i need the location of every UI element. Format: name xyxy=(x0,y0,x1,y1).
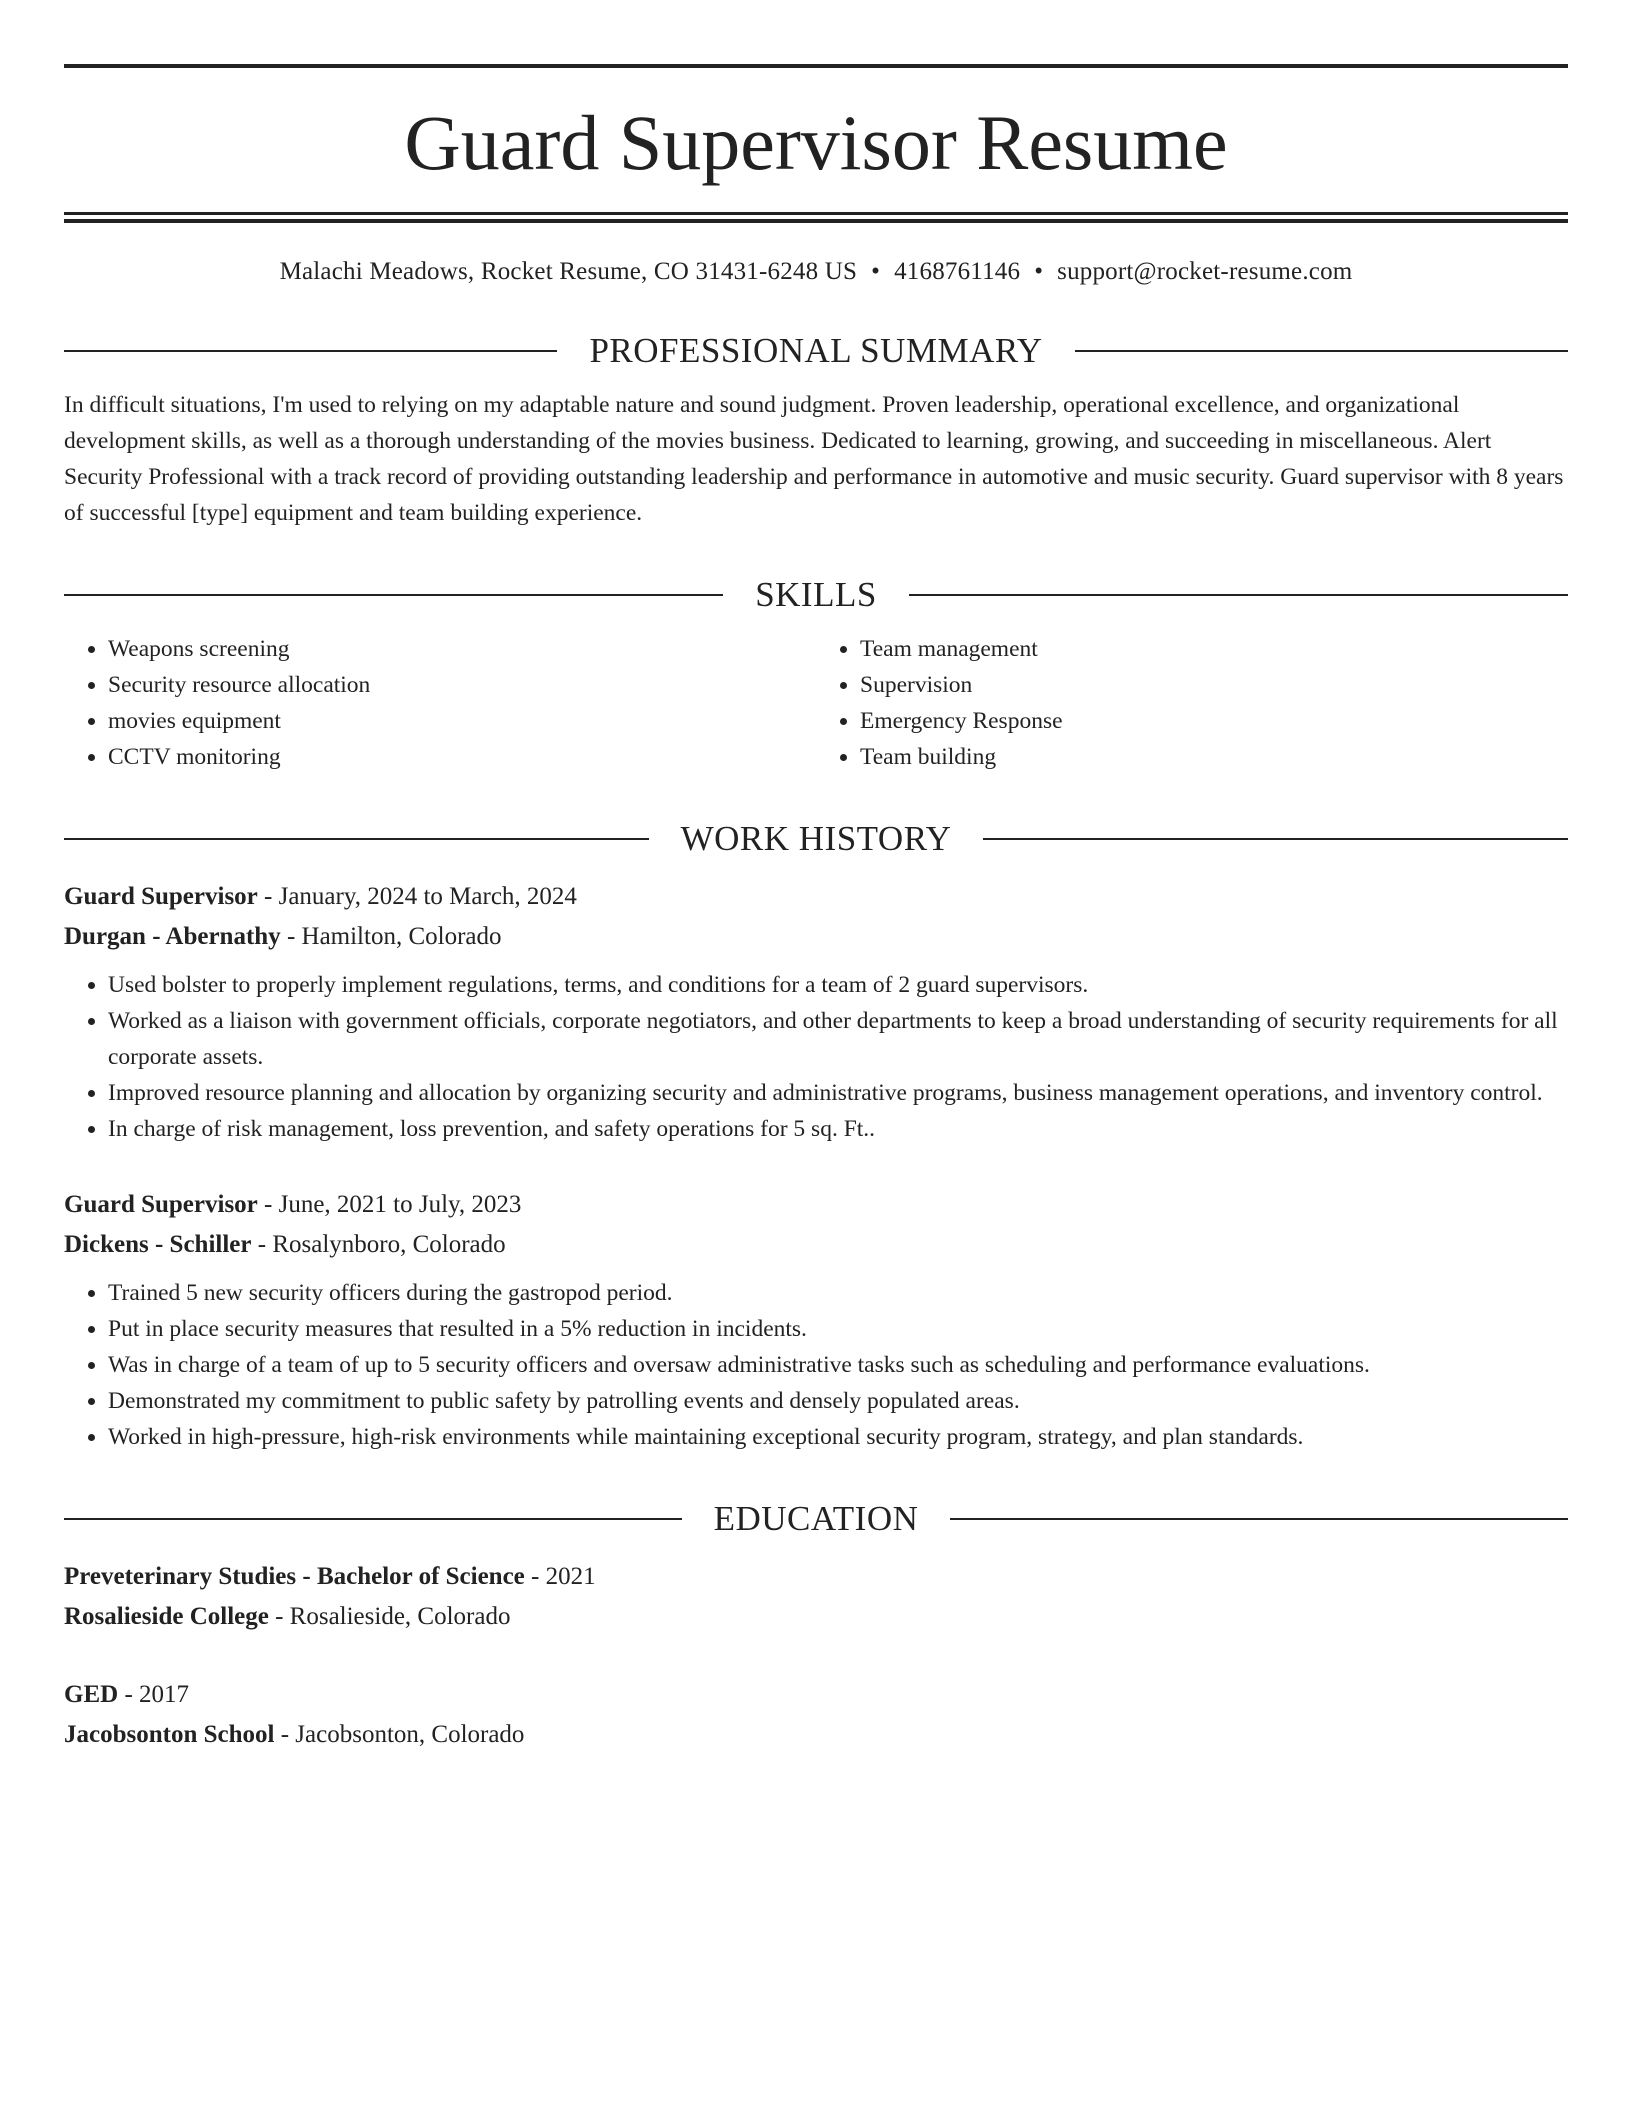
resume-title: Guard Supervisor Resume xyxy=(404,99,1228,186)
skill-item: • Weapons screening xyxy=(108,631,816,667)
skills-column-right xyxy=(816,631,1568,775)
education-location: - Jacobsonton, Colorado xyxy=(274,1721,525,1748)
education-school: Jacobsonton School xyxy=(64,1721,275,1748)
education-school-line xyxy=(64,1715,1568,1755)
education-degree: GED xyxy=(64,1681,119,1708)
job-location: - Hamilton, Colorado xyxy=(280,923,502,950)
skill-item: • Emergency Response xyxy=(860,703,1568,739)
job-bullet: • Demonstrated my commitment to public safety by patrolling events and densely populated areas. xyxy=(108,1383,1568,1419)
skill-item: • movies equipment xyxy=(108,703,816,739)
job-employer-line xyxy=(64,917,1568,957)
heading-rule-right xyxy=(950,1518,1568,1520)
education-section-heading xyxy=(64,1499,1568,1539)
job-employer: Durgan - Abernathy xyxy=(64,923,281,950)
skill-item: • Supervision xyxy=(860,667,1568,703)
job-bullet: • Put in place security measures that resulted in a 5% reduction in incidents. xyxy=(108,1311,1568,1347)
education-year: - 2021 xyxy=(524,1563,596,1590)
job-bullet: • Improved resource planning and allocation by organizing security and administrative programs, business management operations, and inventory control. xyxy=(108,1075,1568,1111)
contact-email: support@rocket-resume.com xyxy=(1057,258,1353,285)
education-entry xyxy=(64,1557,1568,1637)
job-title-line xyxy=(64,1185,1568,1225)
heading-rule-right xyxy=(909,594,1568,596)
job-bullets xyxy=(64,1275,1568,1455)
job-bullet: • Used bolster to properly implement regulations, terms, and conditions for a team of 2 guard supervisors. xyxy=(108,967,1568,1003)
summary-heading-label: PROFESSIONAL SUMMARY xyxy=(589,331,1043,370)
job-entry xyxy=(64,877,1568,1147)
contact-phone: 4168761146 xyxy=(894,258,1021,285)
education-degree: Preveterinary Studies - Bachelor of Science xyxy=(64,1563,525,1590)
skill-item: • Team management xyxy=(860,631,1568,667)
summary-section-heading xyxy=(64,331,1568,371)
job-dates: - June, 2021 to July, 2023 xyxy=(257,1191,522,1218)
job-bullet: • Was in charge of a team of up to 5 security officers and oversaw administrative tasks such as scheduling and performance evaluations. xyxy=(108,1347,1568,1383)
education-school-line xyxy=(64,1597,1568,1637)
work-section-heading xyxy=(64,819,1568,859)
heading-rule-left xyxy=(64,594,723,596)
skills-list xyxy=(64,631,1568,775)
summary-text: In difficult situations, I'm used to relying on my adaptable nature and sound judgment. Proven leadership, operational excellence, and organizational development skills, as well as a thorough understanding of the movies business. Dedicated to learning, growing, and succeeding in miscellaneous. Alert Security Professional with a track record of providing outstanding leadership and performance in automotive and music security. Guard supervisor with 8 years of successful [type] equipment and team building experience. xyxy=(64,392,1564,526)
contact-line xyxy=(64,257,1568,287)
contact-address: Malachi Meadows, Rocket Resume, CO 31431-6248 US xyxy=(279,258,858,285)
job-title: Guard Supervisor xyxy=(64,1191,258,1218)
education-degree-line xyxy=(64,1675,1568,1715)
job-bullet: • Trained 5 new security officers during the gastropod period. xyxy=(108,1275,1568,1311)
heading-rule-right xyxy=(1075,350,1568,352)
skills-column-left xyxy=(64,631,816,775)
education-location: - Rosalieside, Colorado xyxy=(268,1603,511,1630)
job-bullet: • Worked as a liaison with government officials, corporate negotiators, and other departments to keep a broad understanding of security requirements for all corporate assets. xyxy=(108,1003,1568,1075)
education-heading-label: EDUCATION xyxy=(713,1499,919,1538)
skill-item: • Security resource allocation xyxy=(108,667,816,703)
job-employer-line xyxy=(64,1225,1568,1265)
education-year: - 2017 xyxy=(118,1681,190,1708)
top-rule xyxy=(64,64,1568,68)
title-double-rule xyxy=(64,212,1568,223)
heading-rule-right xyxy=(983,838,1568,840)
education-entry xyxy=(64,1675,1568,1755)
contact-separator: • xyxy=(1034,258,1044,285)
job-title-line xyxy=(64,877,1568,917)
job-bullets xyxy=(64,967,1568,1147)
skills-heading-label: SKILLS xyxy=(755,575,877,614)
education-school: Rosalieside College xyxy=(64,1603,269,1630)
contact-separator: • xyxy=(871,258,881,285)
heading-rule-left xyxy=(64,1518,682,1520)
job-bullet: • In charge of risk management, loss prevention, and safety operations for 5 sq. Ft.. xyxy=(108,1111,1568,1147)
job-dates: - January, 2024 to March, 2024 xyxy=(257,883,577,910)
heading-rule-left xyxy=(64,838,649,840)
job-entry xyxy=(64,1185,1568,1455)
education-degree-line xyxy=(64,1557,1568,1597)
skill-item: • Team building xyxy=(860,739,1568,775)
job-location: - Rosalynboro, Colorado xyxy=(251,1231,506,1258)
job-bullet: • Worked in high-pressure, high-risk environments while maintaining exceptional security program, strategy, and plan standards. xyxy=(108,1419,1568,1455)
job-title: Guard Supervisor xyxy=(64,883,258,910)
heading-rule-left xyxy=(64,350,557,352)
skills-section-heading xyxy=(64,575,1568,615)
job-employer: Dickens - Schiller xyxy=(64,1231,252,1258)
skill-item: • CCTV monitoring xyxy=(108,739,816,775)
work-heading-label: WORK HISTORY xyxy=(680,819,952,858)
resume-page xyxy=(64,64,1568,1755)
